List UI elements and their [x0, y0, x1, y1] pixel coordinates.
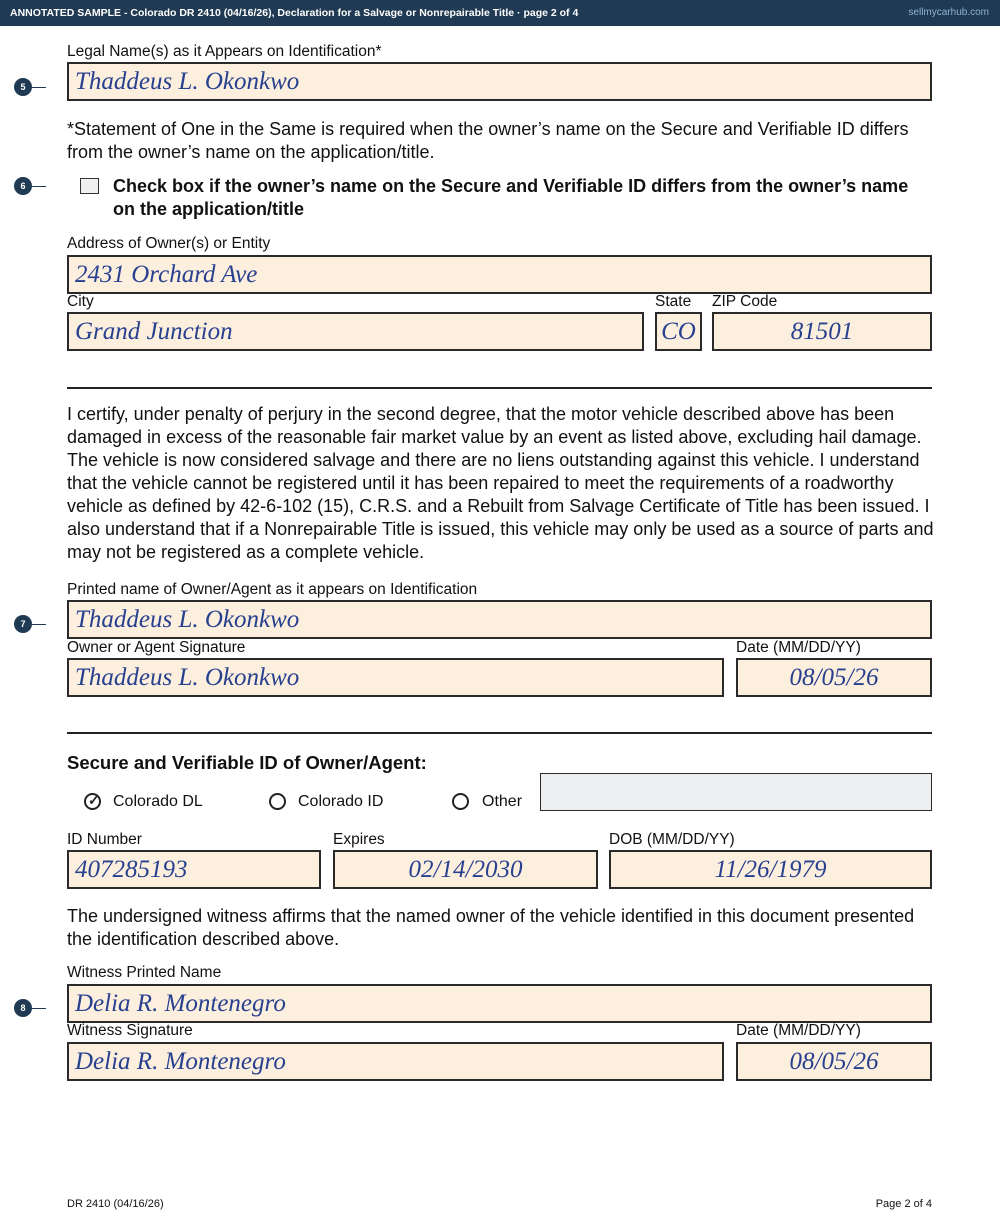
radio-other[interactable] — [452, 793, 469, 810]
legal-name-value: Thaddeus L. Okonkwo — [75, 68, 300, 95]
annotation-marker-5: 5 — [14, 78, 32, 96]
witness-printed-name-value: Delia R. Montenegro — [75, 990, 286, 1017]
radio-other-label: Other — [482, 793, 523, 810]
legal-name-field[interactable] — [67, 62, 932, 101]
radio-colorado-id[interactable] — [269, 793, 286, 810]
name-differs-checkbox[interactable] — [80, 178, 99, 194]
name-differs-checkbox-label: Check box if the owner’s name on the Secure and Verifiable ID differs from the owner’s name on the application/title — [113, 176, 909, 219]
top-banner — [0, 0, 1000, 26]
owner-printed-name-field[interactable] — [67, 600, 932, 639]
secure-id-heading: Secure and Verifiable ID of Owner/Agent: — [67, 752, 427, 773]
address-value: 2431 Orchard Ave — [75, 261, 258, 288]
other-id-field[interactable] — [540, 773, 932, 811]
id-number-field[interactable] — [67, 850, 321, 889]
state-label: State — [655, 293, 692, 310]
statement-note: *Statement of One in the Same is required when the owner’s name on the Secure and Verifiable ID differs from the owner’s name on the application/title. — [67, 119, 909, 162]
witness-date-label: Date (MM/DD/YY) — [736, 1022, 861, 1039]
zip-field[interactable] — [712, 312, 932, 351]
owner-date-label: Date (MM/DD/YY) — [736, 639, 861, 656]
owner-date-value: 08/05/26 — [789, 664, 879, 691]
marker-connector — [32, 186, 46, 187]
footer-form-id: DR 2410 (04/16/26) — [67, 1198, 164, 1210]
section-divider — [67, 732, 932, 734]
city-value: Grand Junction — [75, 318, 233, 345]
zip-value: 81501 — [790, 318, 854, 345]
footer-page-number: Page 2 of 4 — [875, 1198, 932, 1210]
annotation-marker-6: 6 — [14, 177, 32, 195]
legal-name-label: Legal Name(s) as it Appears on Identification* — [67, 43, 382, 60]
witness-signature-field[interactable] — [67, 1042, 724, 1081]
witness-printed-name-label: Witness Printed Name — [67, 964, 222, 981]
owner-printed-name-value: Thaddeus L. Okonkwo — [75, 606, 300, 633]
address-field[interactable] — [67, 255, 932, 294]
zip-label: ZIP Code — [712, 293, 778, 310]
dob-field[interactable] — [609, 850, 932, 889]
owner-date-field[interactable] — [736, 658, 932, 697]
owner-signature-value: Thaddeus L. Okonkwo — [75, 664, 300, 691]
banner-site-link[interactable]: sellmycarhub.com — [908, 7, 989, 18]
certification-text: I certify, under penalty of perjury in the second degree, that the motor vehicle described above has been damaged in excess of the reasonable fair market value by an event as listed above, excluding hail damage. The vehicle is now considered salvage and there are no liens outstanding against this vehicle. I understand that the vehicle cannot be registered until it has been repaired to meet the requirements of a roadworthy vehicle as defined by 42-6-102 (15), C.R.S. and a Rebuilt from Salvage Certificate of Title has been issued. I also understand that if a Nonrepairable Title is issued, this vehicle may only be used as a source of parts and may not be registered as a complete vehicle. — [67, 404, 934, 562]
expires-field[interactable] — [333, 850, 598, 889]
city-label: City — [67, 293, 94, 310]
banner-title: ANNOTATED SAMPLE - Colorado DR 2410 (04/16/26), Declaration for a Salvage or Nonrepairable Title · page 2 of 4 — [10, 7, 579, 19]
owner-printed-name-label: Printed name of Owner/Agent as it appears on Identification — [67, 581, 478, 598]
witness-signature-value: Delia R. Montenegro — [75, 1048, 286, 1075]
owner-signature-label: Owner or Agent Signature — [67, 639, 246, 656]
marker-connector — [32, 624, 46, 625]
witness-signature-label: Witness Signature — [67, 1022, 193, 1039]
marker-connector — [32, 1008, 46, 1009]
radio-colorado-id-label: Colorado ID — [298, 793, 384, 810]
witness-printed-name-field[interactable] — [67, 984, 932, 1023]
owner-signature-field[interactable] — [67, 658, 724, 697]
id-number-value: 407285193 — [75, 856, 188, 883]
section-divider — [67, 387, 932, 389]
id-number-label: ID Number — [67, 831, 142, 848]
witness-statement: The undersigned witness affirms that the named owner of the vehicle identified in this document presented the identification described above. — [67, 906, 915, 949]
expires-label: Expires — [333, 831, 385, 848]
annotation-marker-8: 8 — [14, 999, 32, 1017]
dob-value: 11/26/1979 — [714, 856, 827, 883]
witness-date-field[interactable] — [736, 1042, 932, 1081]
annotation-marker-7: 7 — [14, 615, 32, 633]
dob-label: DOB (MM/DD/YY) — [609, 831, 735, 848]
expires-value: 02/14/2030 — [408, 856, 523, 883]
city-field[interactable] — [67, 312, 644, 351]
witness-date-value: 08/05/26 — [789, 1048, 879, 1075]
state-value: CO — [661, 318, 696, 345]
state-field[interactable] — [655, 312, 702, 351]
radio-colorado-dl-label: Colorado DL — [113, 793, 203, 810]
marker-connector — [32, 87, 46, 88]
radio-colorado-dl[interactable] — [84, 793, 101, 810]
checkmark-icon: ✓ — [88, 792, 100, 808]
address-label: Address of Owner(s) or Entity — [67, 235, 271, 252]
